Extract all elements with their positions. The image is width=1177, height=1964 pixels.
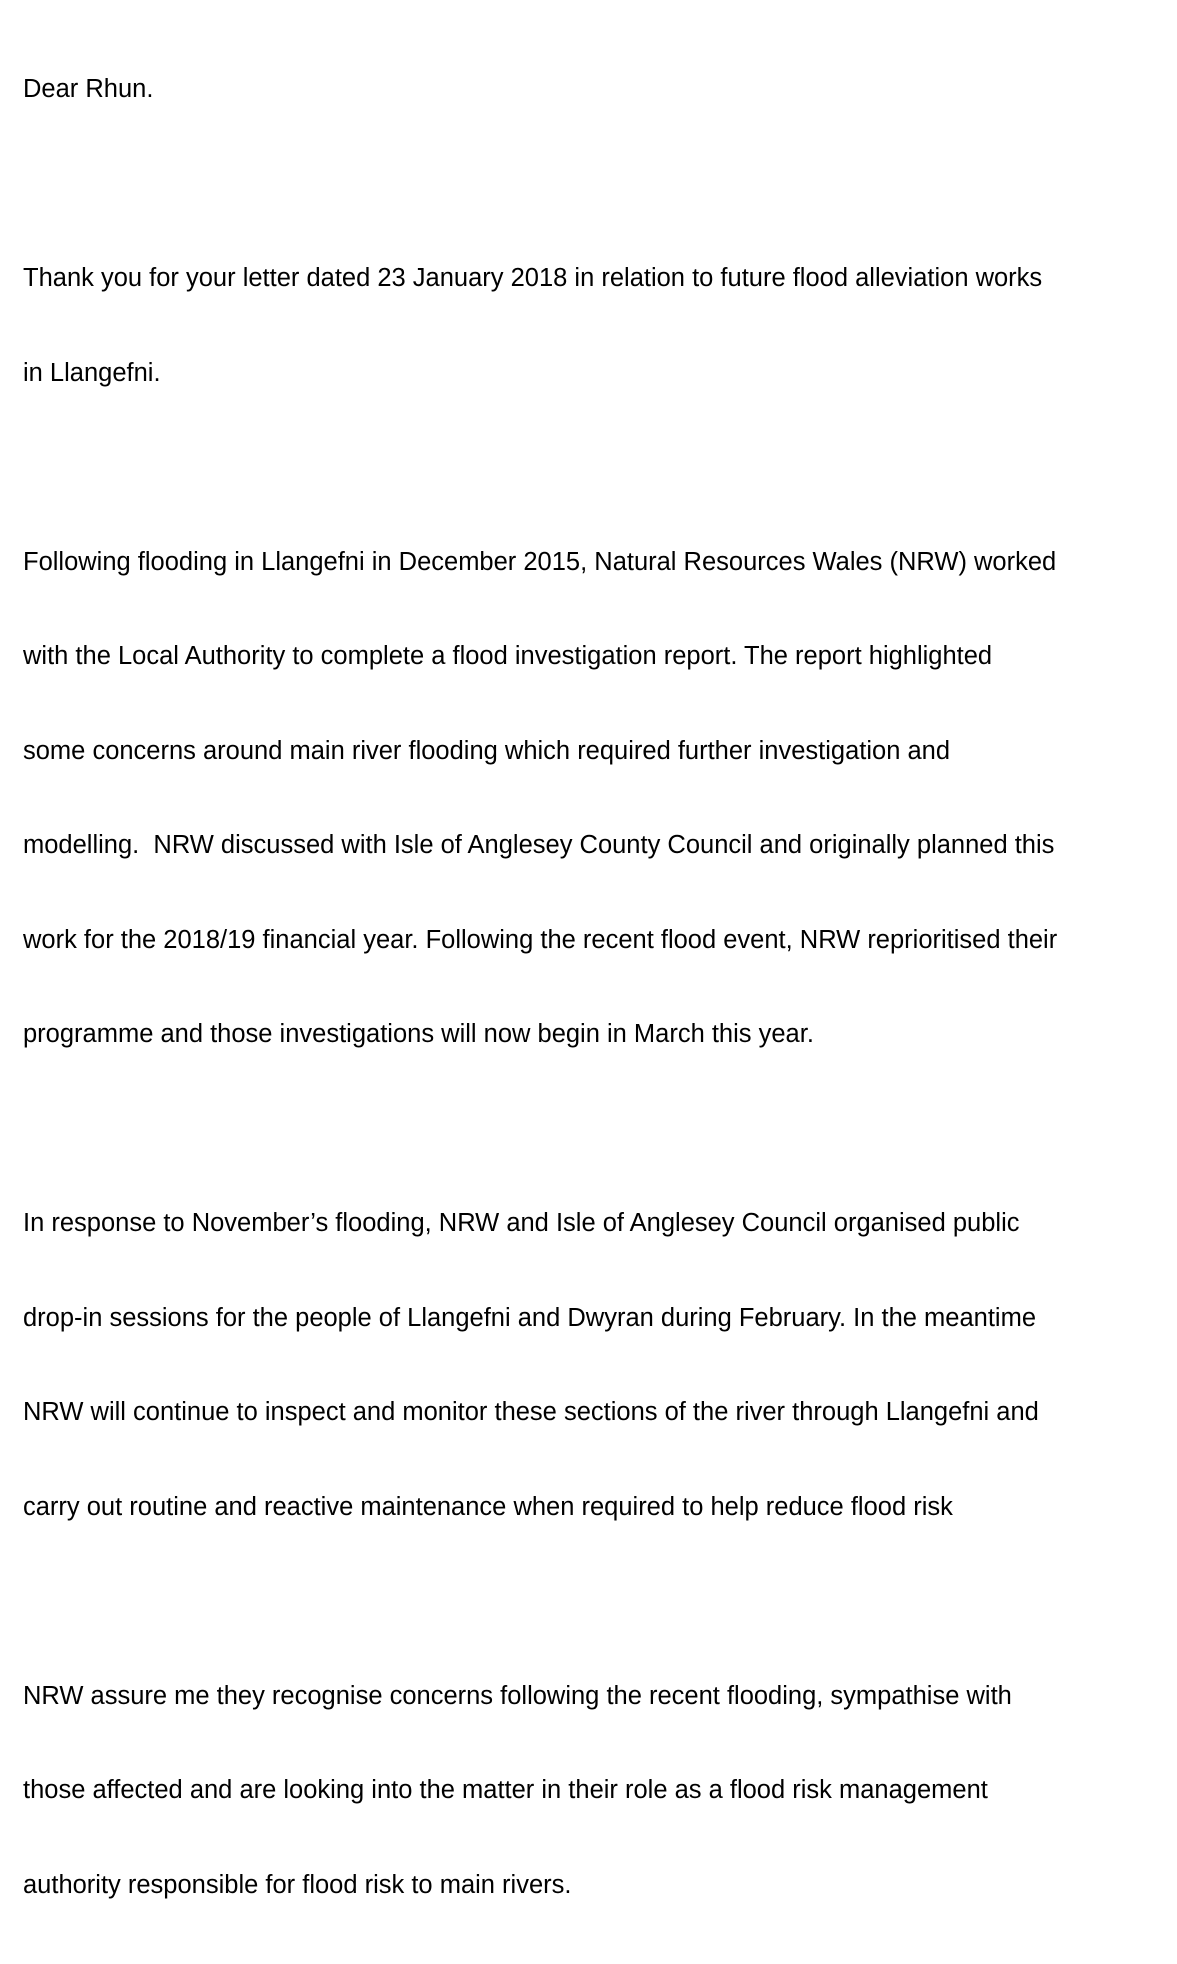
salutation [23, 11, 1173, 169]
letter-body [23, 11, 1173, 1964]
paragraph-4-line-1: NRW assure me they recognise concerns following the recent flooding, sympathise with [23, 1681, 1173, 1713]
paragraph-2-line-6: programme and those investigations will now begin in March this year. [23, 1019, 1173, 1051]
paragraph-3 [23, 1145, 1173, 1586]
paragraph-2-line-3: some concerns around main river flooding which required further investigation and [23, 736, 1173, 768]
paragraph-3-line-3: NRW will continue to inspect and monitor these sections of the river through Llangefni and [23, 1397, 1173, 1429]
salutation-text: Dear Rhun. [23, 74, 1173, 106]
paragraph-3-line-2: drop-in sessions for the people of Llangefni and Dwyran during February. In the meantime [23, 1303, 1173, 1335]
paragraph-4-line-3: authority responsible for flood risk to main rivers. [23, 1870, 1173, 1902]
paragraph-1-line-1: Thank you for your letter dated 23 January 2018 in relation to future flood alleviation works [23, 263, 1173, 295]
paragraph-2 [23, 484, 1173, 1114]
paragraph-2-line-4: modelling. NRW discussed with Isle of Anglesey County Council and originally planned this [23, 830, 1173, 862]
paragraph-3-line-4: carry out routine and reactive maintenance when required to help reduce flood risk [23, 1492, 1173, 1524]
paragraph-3-line-1: In response to November’s flooding, NRW and Isle of Anglesey Council organised public [23, 1208, 1173, 1240]
paragraph-2-line-1: Following flooding in Llangefni in December 2015, Natural Resources Wales (NRW) worked [23, 547, 1173, 579]
paragraph-2-line-2: with the Local Authority to complete a flood investigation report. The report highlighted [23, 641, 1173, 673]
paragraph-1 [23, 200, 1173, 452]
paragraph-2-line-5: work for the 2018/19 financial year. Following the recent flood event, NRW reprioritised their [23, 925, 1173, 957]
paragraph-4-line-2: those affected and are looking into the matter in their role as a flood risk management [23, 1775, 1173, 1807]
paragraph-1-line-2: in Llangefni. [23, 358, 1173, 390]
paragraph-4 [23, 1618, 1173, 1964]
